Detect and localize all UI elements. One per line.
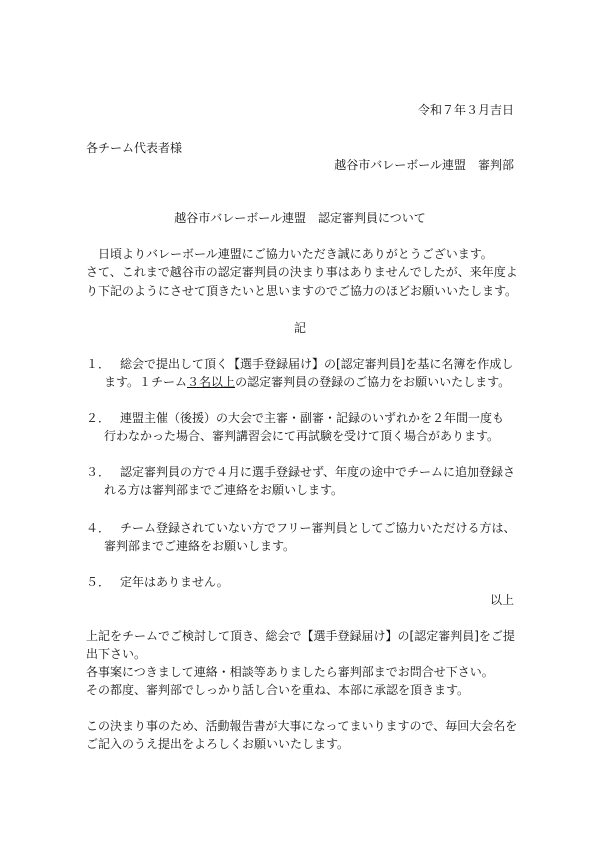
final-line-2: ご記入のうえ提出をよろしくお願いいたします。 xyxy=(86,737,350,751)
item-line-2 xyxy=(104,374,510,390)
item-line-1: 定年はありません。 xyxy=(120,575,229,589)
sender: 越谷市バレーボール連盟 審判部 xyxy=(334,158,514,172)
ki-heading: 記 xyxy=(293,321,306,335)
closing-line-2: 出下さい。 xyxy=(86,647,147,661)
ijo-closing-mark: 以上 xyxy=(489,593,514,607)
item-line-1: 総会で提出して頂く【選手登録届け】の[認定審判員]を基に名簿を作成し xyxy=(120,357,514,371)
closing-line-4: その都度、審判部でしっかり話し合いを重ね、本部に承認を頂きます。 xyxy=(86,683,470,697)
item-number: ２． xyxy=(86,411,111,425)
item-line-1: 認定審判員の方で４月に選手登録せず、年度の途中でチームに追加登録さ xyxy=(120,465,516,479)
item-line-1: 連盟主催（後援）の大会で主審・副審・記録のいずれかを２年間一度も xyxy=(120,411,505,425)
intro-line-1: 日頃よりバレーボール連盟にご協力いただき誠にありがとうございます。 xyxy=(98,247,493,261)
item-line-2-post: の認定審判員の登録のご協力をお願いいたします。 xyxy=(235,375,511,389)
closing-line-3: 各事案につきまして連絡・相談等ありましたら審判部までお問合せ下さい。 xyxy=(86,665,494,679)
document-date: 令和７年３月吉日 xyxy=(417,103,514,117)
document-title: 越谷市バレーボール連盟 認定審判員について xyxy=(174,211,426,225)
item-line-2-pre: ます。１チーム xyxy=(104,375,188,389)
underlined-emphasis: ３名以上 xyxy=(187,375,236,389)
item-line-2: 行わなかった場合、審判講習会にて再試験を受けて頂く場合があります。 xyxy=(104,429,500,443)
item-line-2: れる方は審判部までご連絡をお願いします。 xyxy=(104,483,344,497)
item-number: １． xyxy=(86,357,111,371)
final-line-1: この決まり事のため、活動報告書が大事になってまいりますので、毎回大会名を xyxy=(86,719,518,733)
intro-line-3: り下記のようにさせて頂きたいと思いますのでご協力のほどお願いいたします。 xyxy=(86,284,518,298)
item-number: ４． xyxy=(86,521,111,535)
intro-line-2: さて、これまで越谷市の認定審判員の決まり事はありませんでしたが、来年度よ xyxy=(86,265,518,279)
item-number: ３． xyxy=(86,465,111,479)
item-line-1: チーム登録されていない方でフリー審判員としてご協力いただける方は、 xyxy=(120,521,516,535)
closing-line-1: 上記をチームでご検討して頂き、総会で【選手登録届け】の[認定審判員]をご提 xyxy=(86,629,515,643)
item-line-2: 審判部までご連絡をお願いします。 xyxy=(104,539,296,553)
item-number: ５． xyxy=(86,575,111,589)
addressee: 各チーム代表者様 xyxy=(86,141,183,155)
